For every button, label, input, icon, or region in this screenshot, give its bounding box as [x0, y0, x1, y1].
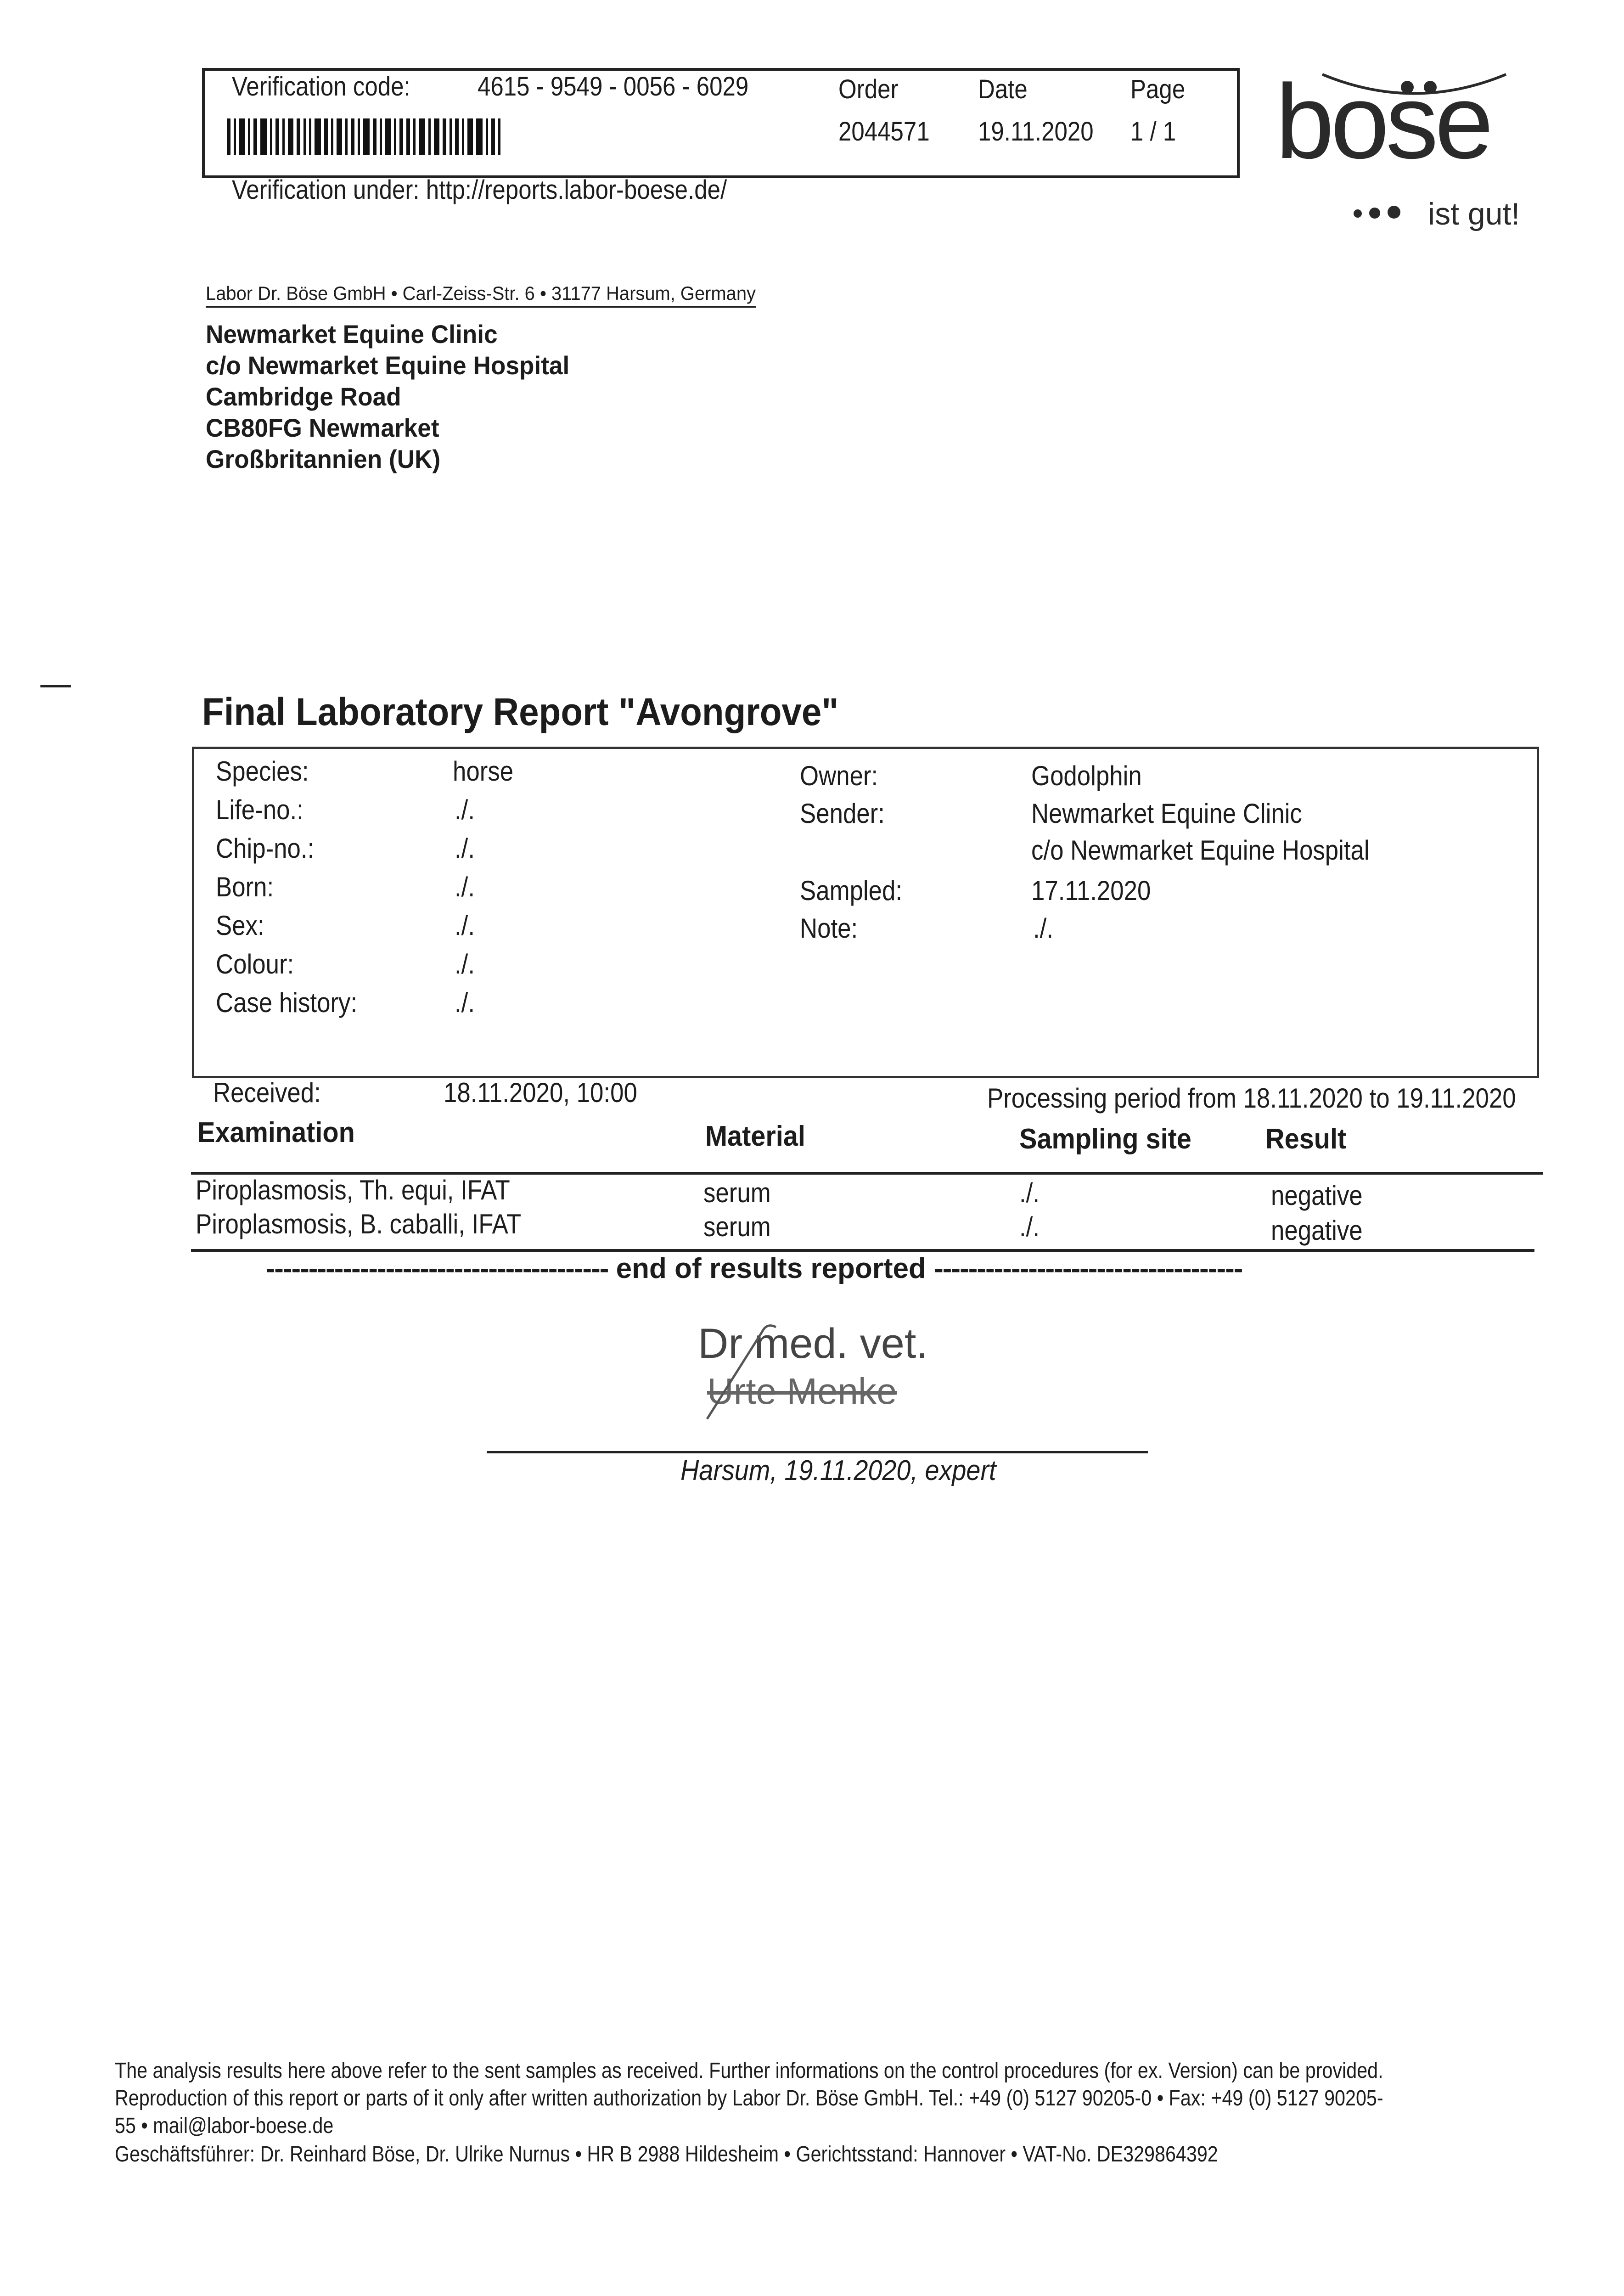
life-no-label: Life-no.: [216, 794, 303, 825]
report-title: Final Laboratory Report "Avongrove" [202, 690, 839, 733]
tagline-dot [1388, 206, 1400, 219]
barcode-bar [227, 118, 230, 155]
species-label: Species: [216, 756, 309, 787]
colour-value: ./. [455, 949, 475, 979]
barcode-bar [309, 118, 311, 155]
barcode-bar [491, 118, 495, 155]
end-of-results-line [194, 1255, 1314, 1283]
barcode-bar [260, 118, 267, 155]
footer-line: Reproduction of this report or parts of it only after written authorization by Labor Dr. Böse GmbH. Tel.: +49 (0) 5127 90205-0 • Fax: +49 (0) 5127 90205- [115, 2086, 1383, 2110]
received-label: Received: [213, 1077, 321, 1108]
barcode-bar [428, 118, 431, 155]
signature-caption: Harsum, 19.11.2020, expert [680, 1455, 996, 1486]
born-label: Born: [216, 872, 274, 902]
sampled-value: 17.11.2020 [1031, 875, 1151, 906]
barcode-bar [486, 118, 488, 155]
tagline-dot [1354, 209, 1362, 218]
recipient-line: c/o Newmarket Equine Hospital [206, 351, 570, 380]
born-value: ./. [455, 872, 475, 902]
barcode-bar [413, 118, 416, 155]
barcode-bar [239, 118, 245, 155]
case-history-label: Case history: [216, 987, 358, 1018]
colour-label: Colour: [216, 949, 294, 979]
barcode-bar [337, 118, 342, 155]
barcode-bar [434, 118, 439, 155]
footer-line: The analysis results here above refer to the sent samples as received. Further informations on the control procedures (for ex. Version) can be provided. [115, 2059, 1383, 2083]
sampled-label: Sampled: [800, 875, 903, 906]
case-history-value: ./. [455, 987, 475, 1018]
sender-value: Newmarket Equine Clinic [1031, 798, 1302, 829]
sex-label: Sex: [216, 910, 264, 941]
recipient-line: Cambridge Road [206, 382, 401, 411]
barcode-bar [385, 118, 391, 155]
barcode-bar [303, 118, 306, 155]
page-number: 1 / 1 [1130, 117, 1176, 146]
end-of-results-text: end of results reported [616, 1253, 926, 1284]
barcode-bar [363, 118, 370, 155]
material-cell: serum [703, 1211, 771, 1242]
barcode-bar [315, 118, 321, 155]
note-value: ./. [1033, 913, 1054, 944]
date-label: Date [978, 74, 1028, 104]
barcode-bar [462, 118, 464, 155]
column-header-result: Result [1265, 1123, 1347, 1155]
logo-wordmark: bose [1276, 62, 1490, 180]
note-label: Note: [800, 913, 858, 944]
barcode-bar [351, 118, 354, 155]
logo-tagline: ist gut! [1428, 197, 1520, 231]
animal-info-box [192, 747, 1539, 1078]
processing-period: Processing period from 18.11.2020 to 19.11.2020 [987, 1083, 1516, 1114]
barcode-bar [399, 118, 403, 155]
barcode [227, 118, 504, 155]
sampling-site-cell: ./. [1019, 1211, 1040, 1242]
owner-label: Owner: [800, 760, 878, 791]
life-no-value: ./. [455, 794, 475, 825]
signature-name: Urte Menke [707, 1371, 897, 1412]
recipient-line: Newmarket Equine Clinic [206, 320, 498, 349]
barcode-bar [394, 118, 396, 155]
barcode-bar [450, 118, 452, 155]
recipient-line: CB80FG Newmarket [206, 413, 439, 442]
sender-value-2: c/o Newmarket Equine Hospital [1031, 835, 1370, 866]
barcode-bar [270, 118, 272, 155]
barcode-bar [275, 118, 279, 155]
barcode-bar [380, 118, 382, 155]
barcode-bar [358, 118, 360, 155]
order-number: 2044571 [838, 117, 930, 146]
barcode-bar [345, 118, 348, 155]
dash-rule: ------------------------------------ [934, 1253, 1242, 1284]
sex-value: ./. [455, 910, 475, 941]
signature-line [487, 1451, 1148, 1453]
barcode-bar [455, 118, 459, 155]
fold-mark [40, 685, 71, 687]
recipient-line: Großbritannien (UK) [206, 445, 441, 473]
examination-cell: Piroplasmosis, B. caballi, IFAT [196, 1209, 522, 1239]
barcode-bar [288, 118, 293, 155]
dash-rule: ---------------------------------------- [265, 1253, 608, 1284]
order-label: Order [838, 74, 899, 104]
material-cell: serum [703, 1177, 771, 1208]
column-header-material: Material [705, 1120, 805, 1152]
examination-cell: Piroplasmosis, Th. equi, IFAT [196, 1175, 510, 1205]
report-date: 19.11.2020 [978, 117, 1094, 146]
verification-code: 4615 - 9549 - 0056 - 6029 [478, 72, 749, 101]
chip-no-value: ./. [455, 833, 475, 864]
barcode-bar [419, 118, 425, 155]
barcode-bar [248, 118, 250, 155]
page-label: Page [1130, 74, 1186, 104]
result-cell: negative [1271, 1215, 1363, 1246]
barcode-bar [331, 118, 333, 155]
verification-code-label: Verification code: [232, 72, 410, 101]
barcode-bar [234, 118, 236, 155]
barcode-bar [253, 118, 257, 155]
owner-value: Godolphin [1031, 760, 1142, 791]
signature-stroke-icon [698, 1313, 836, 1428]
signature-title: Dr med. vet. [698, 1320, 928, 1367]
species-value: horse [453, 756, 514, 787]
footer-line: Geschäftsführer: Dr. Reinhard Böse, Dr. Ulrike Nurnus • HR B 2988 Hildesheim • Gerichtsstand: Hannover • VAT-No. DE329864392 [115, 2142, 1218, 2167]
barcode-bar [373, 118, 376, 155]
barcode-bar [282, 118, 285, 155]
chip-no-label: Chip-no.: [216, 833, 315, 864]
result-cell: negative [1271, 1180, 1363, 1211]
barcode-bar [498, 118, 500, 155]
sender-label: Sender: [800, 798, 885, 829]
footer-line: 55 • mail@labor-boese.de [115, 2114, 334, 2138]
sender-line: Labor Dr. Böse GmbH • Carl-Zeiss-Str. 6 • 31177 Harsum, Germany [206, 284, 756, 308]
sampling-site-cell: ./. [1019, 1177, 1040, 1208]
column-header-sampling-site: Sampling site [1019, 1123, 1191, 1155]
column-header-examination: Examination [197, 1117, 355, 1148]
verification-url: Verification under: http://reports.labor-boese.de/ [232, 175, 727, 205]
barcode-bar [297, 118, 300, 155]
barcode-bar [443, 118, 446, 155]
barcode-bar [324, 118, 328, 155]
tagline-dot [1369, 208, 1380, 219]
barcode-bar [476, 118, 483, 155]
barcode-bar [467, 118, 473, 155]
barcode-bar [406, 118, 410, 155]
received-value: 18.11.2020, 10:00 [444, 1077, 637, 1108]
table-bottom-rule [191, 1249, 1534, 1252]
